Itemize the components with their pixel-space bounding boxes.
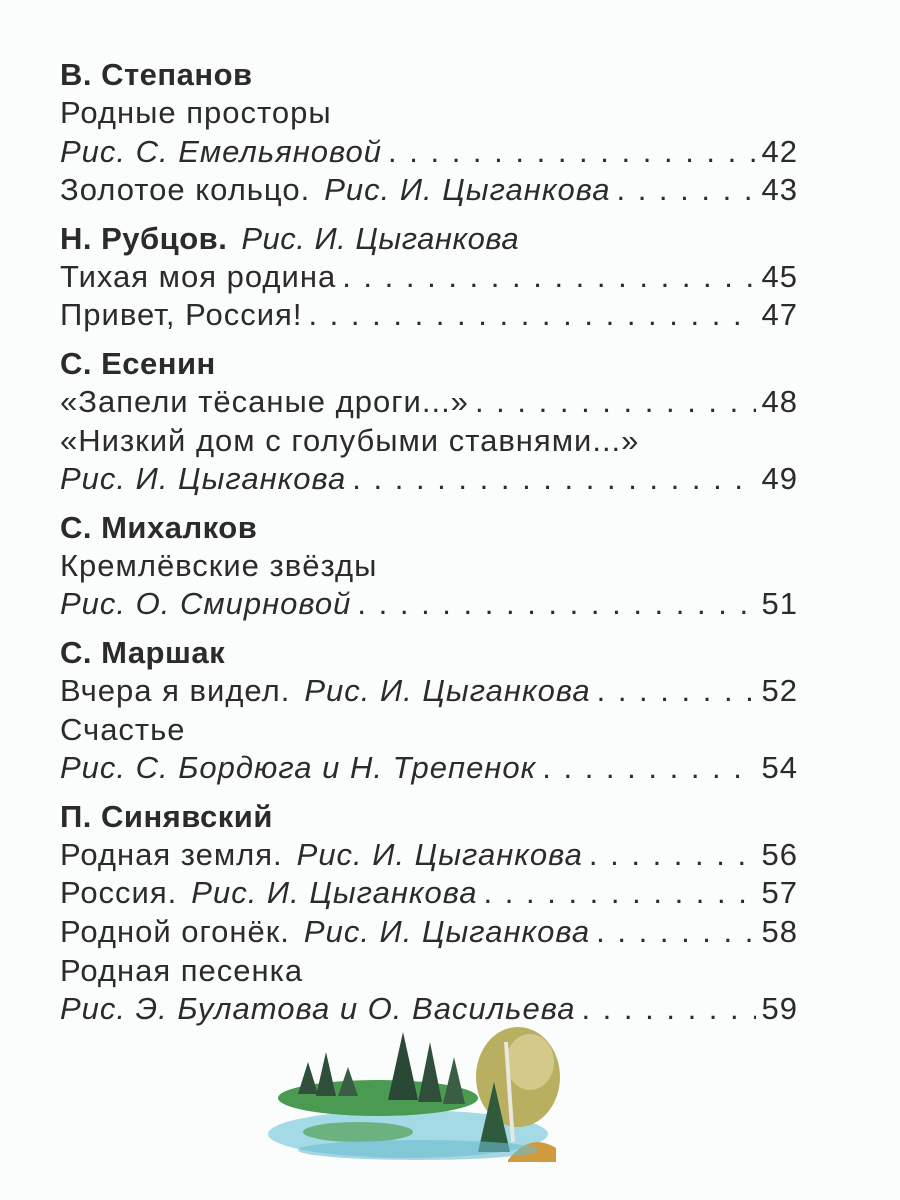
dot-leader <box>388 133 755 172</box>
toc-entry[interactable] <box>60 749 798 788</box>
toc-entry[interactable] <box>60 874 798 913</box>
section-spacer <box>60 788 798 792</box>
page-number: 54 <box>761 750 798 786</box>
entry-title: «Низкий дом с голубыми ставнями...» <box>60 422 640 458</box>
author-heading <box>60 634 798 672</box>
page-number: 59 <box>761 991 798 1027</box>
author-heading <box>60 56 798 94</box>
section-spacer <box>60 499 798 503</box>
page-number: 43 <box>761 172 798 208</box>
author-name: С. Михалков <box>60 509 258 545</box>
dot-leader <box>616 171 755 210</box>
dot-leader <box>342 258 755 297</box>
toc-entry[interactable] <box>60 422 798 461</box>
author-name: П. Синявский <box>60 798 273 834</box>
entry-illustrator: Рис. И. Цыганкова <box>304 672 591 708</box>
page-number: 51 <box>761 586 798 622</box>
dot-leader <box>597 672 756 711</box>
dot-leader <box>589 836 756 875</box>
entry-title: Привет, Россия! <box>60 297 303 333</box>
section-spacer <box>60 210 798 214</box>
author-heading <box>60 509 798 547</box>
entry-title: Счастье <box>60 711 186 747</box>
section-spacer <box>60 335 798 339</box>
entry-illustrator: Рис. Э. Булатова и О. Васильева <box>60 991 576 1027</box>
entry-title: «Запели тёсаные дроги...» <box>60 383 469 419</box>
entry-title: Родная земля. <box>60 836 283 872</box>
page-number: 48 <box>761 383 798 419</box>
toc-entry[interactable] <box>60 836 798 875</box>
author-heading <box>60 345 798 383</box>
author-heading <box>60 798 798 836</box>
dot-leader <box>596 913 755 952</box>
toc-entry[interactable] <box>60 296 798 335</box>
dot-leader <box>542 749 755 788</box>
toc-entry[interactable] <box>60 585 798 624</box>
entry-title: Тихая моя родина <box>60 258 337 294</box>
lake-forest-landscape-icon <box>268 1022 564 1162</box>
page-number: 57 <box>761 875 798 911</box>
entry-illustrator: Рис. И. Цыганкова <box>324 172 611 208</box>
toc-entry[interactable] <box>60 547 798 586</box>
toc-entry[interactable] <box>60 460 798 499</box>
page-number: 49 <box>761 461 798 497</box>
entry-illustrator: Рис. И. Цыганкова <box>296 836 583 872</box>
entry-illustrator: Рис. И. Цыганкова <box>60 461 347 497</box>
page-number: 58 <box>761 913 798 949</box>
table-of-contents <box>60 50 798 1033</box>
toc-entry[interactable] <box>60 171 798 210</box>
page-number: 45 <box>761 258 798 294</box>
toc-entry[interactable] <box>60 258 798 297</box>
entry-title: Вчера я видел. <box>60 672 291 708</box>
dot-leader <box>484 874 756 913</box>
toc-entry[interactable] <box>60 383 798 422</box>
dot-leader <box>475 383 756 422</box>
dot-leader <box>352 460 755 499</box>
entry-title: Родной огонёк. <box>60 913 290 949</box>
author-illustrator: Рис. И. Цыганкова <box>241 220 520 256</box>
author-heading <box>60 220 798 258</box>
entry-title: Родные просторы <box>60 95 332 130</box>
author-name: В. Степанов <box>60 57 253 92</box>
toc-entry[interactable] <box>60 94 798 133</box>
dot-leader <box>581 990 755 1029</box>
author-name: С. Есенин <box>60 345 216 381</box>
dot-leader <box>308 296 755 335</box>
page-number: 42 <box>761 133 798 169</box>
entry-title: Золотое кольцо. <box>60 172 311 208</box>
toc-entry[interactable] <box>60 133 798 172</box>
author-name: Н. Рубцов. <box>60 220 228 256</box>
entry-title: Кремлёвские звёзды <box>60 547 378 583</box>
toc-entry[interactable] <box>60 672 798 711</box>
entry-illustrator: Рис. И. Цыганкова <box>303 913 591 949</box>
entry-title: Россия. <box>60 875 178 911</box>
dot-leader <box>357 585 755 624</box>
author-name: С. Маршак <box>60 634 226 670</box>
page-number: 52 <box>761 672 798 708</box>
entry-illustrator: Рис. И. Цыганкова <box>191 875 478 911</box>
page-number: 56 <box>761 836 798 872</box>
toc-entry[interactable] <box>60 952 798 991</box>
entry-illustrator: Рис. С. Бордюга и Н. Трепенок <box>60 750 537 786</box>
toc-entry[interactable] <box>60 913 798 952</box>
toc-entry[interactable] <box>60 711 798 750</box>
page-number: 47 <box>761 297 798 333</box>
entry-title: Родная песенка <box>60 952 304 988</box>
entry-illustrator: Рис. О. Смирновой <box>60 586 352 622</box>
entry-illustrator: Рис. С. Емельяновой <box>60 133 383 169</box>
section-spacer <box>60 624 798 628</box>
